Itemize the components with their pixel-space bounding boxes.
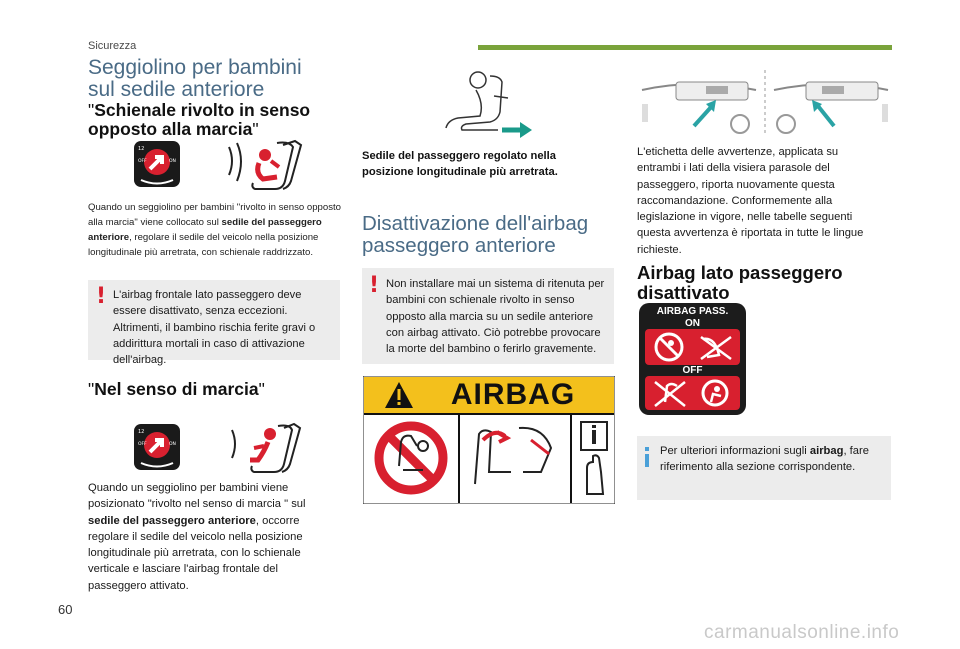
svg-text:12: 12 — [138, 146, 145, 152]
deactivation-title: Disattivazione dell'airbag passeggero anteriore — [362, 212, 589, 257]
airbag-off-label-icon — [133, 140, 181, 188]
indicator-off-label: OFF — [682, 365, 703, 376]
svg-text:ON: ON — [169, 442, 176, 447]
indicator-on-label: ON — [685, 318, 700, 329]
header-accent-bar — [478, 45, 892, 50]
svg-text:OFF: OFF — [138, 159, 147, 164]
forward-facing-child-seat-icon — [228, 420, 302, 476]
indicator-off-symbols — [645, 376, 740, 410]
forward-facing-heading: "Nel senso di marcia" — [88, 379, 265, 399]
visor-label-text: L'etichetta delle avvertenze, applicata su entrambi i lati della visiera parasole del passeggero, riporta nuovamente questa raccomandazione. Conformemente alla legislazione in vigore, nelle tabelle seguenti questa avvertenza è riportata in tutte le lingue richieste. — [637, 146, 864, 256]
svg-text:OFF: OFF — [138, 442, 147, 447]
passenger-airbag-deactivated-heading: Airbag lato passeggero disattivato — [637, 262, 843, 303]
svg-text:12: 12 — [138, 429, 145, 435]
rear-facing-heading: "Schienale rivolto in senso opposto alla marcia" — [88, 100, 311, 139]
warning-icon: ! — [96, 284, 107, 309]
sun-visor-illustration — [636, 70, 894, 136]
airbag-pass-indicator — [639, 303, 746, 415]
airbag-on-label-icon — [133, 423, 181, 471]
page-number: 60 — [58, 602, 73, 617]
airbag-label-text: AIRBAG — [450, 378, 576, 411]
warning-icon: ! — [369, 273, 380, 298]
info-icon — [645, 454, 649, 467]
rear-facing-text: Quando un seggiolino per bambini "rivolto in senso opposto alla marcia" viene collocato sul sedile del passeggero anteriore, regolare il sedile del veicolo nella posizione longitudinale più arretrata, con schienale raddrizzato. — [88, 202, 342, 258]
svg-text:ON: ON — [169, 159, 176, 164]
indicator-on-symbols — [645, 329, 740, 365]
rear-facing-warning-text: L'airbag frontale lato passeggero deve essere disattivato, senza eccezioni. Altrimenti, il bambino rischia ferite gravi o addirittura mortali in caso di attivazione dell'airbag. — [113, 289, 316, 367]
deactivation-warning-text: Non installare mai un sistema di ritenuta per bambini con schienale rivolto in senso opposto alla marcia su un sedile anteriore con airbag attivato. Ciò potrebbe provocare la morte del bambino o ferirlo gravemente. — [386, 278, 605, 356]
forward-facing-text: Quando un seggiolino per bambini viene posizionato "rivolto nel senso di marcia " sul sedile del passeggero anteriore, occorre regolare il sedile del veicolo nella posizione longitudinale più arretrata, con lo schienale verticale e lasciare l'airbag frontale del passeggero attivato. — [88, 482, 306, 592]
info-text: Per ulteriori informazioni sugli airbag, fare riferimento alla sezione corrispondente. — [660, 445, 869, 474]
page-title: Seggiolino per bambini sul sedile anteriore — [88, 56, 302, 101]
seat-rearmost-position-illustration — [440, 68, 540, 140]
seat-caption: Sedile del passeggero regolato nella posizione longitudinale più arretrata. — [362, 150, 558, 178]
watermark: carmanualsonline.info — [704, 622, 900, 643]
airbag-warning-label — [363, 376, 615, 504]
rear-facing-child-seat-icon — [225, 137, 305, 193]
indicator-title: AIRBAG PASS. — [656, 306, 729, 317]
info-icon-dot — [645, 447, 649, 451]
section-label: Sicurezza — [88, 40, 137, 52]
